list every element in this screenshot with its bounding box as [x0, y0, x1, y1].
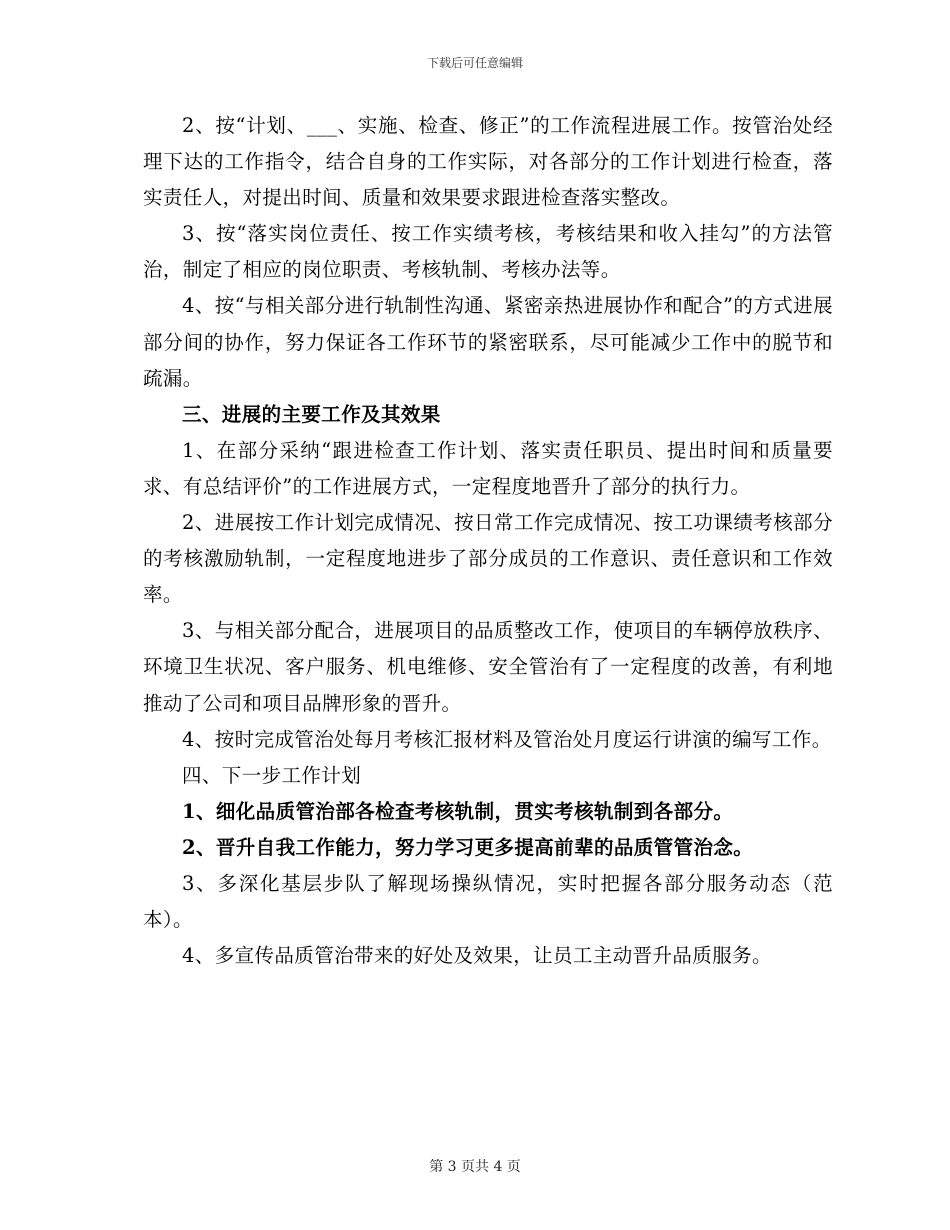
page-header: 下载后可任意编辑: [426, 56, 523, 70]
section-heading-next-plan: 四、下一步工作计划: [182, 763, 362, 787]
paragraph-work-process: 2、按“计划、___、实施、检查、修正”的工作流程进展工作。按管治处经理下达的工作指令，结合自身的工作实际，对各部分的工作计划进行检查，落实责任人，对提出时间、质量和效果要求跟进检查落实整改。: [143, 114, 833, 210]
paragraph-collaboration: 4、按“与相关部分进行轨制性沟通、紧密亲热进展协作和配合”的方式进展部分间的协作，努力保证各工作环节的紧密联系，尽可能减少工作中的脱节和疏漏。: [143, 294, 833, 390]
section-heading-main-work: 三、进展的主要工作及其效果: [182, 402, 441, 426]
paragraph-plan-4: 4、多宣传品质管治带来的好处及效果，让员工主动晋升品质服务。: [182, 944, 772, 968]
page-footer: 第 3 页共 4 页: [429, 1159, 521, 1175]
paragraph-plan-1: 1、细化品质管治部各检查考核轨制，贯实考核轨制到各部分。: [182, 799, 734, 823]
paragraph-plan-2: 2、晋升自我工作能力，努力学习更多提高前辈的品质管管治念。: [182, 835, 754, 859]
paragraph-plan-3: 3、多深化基层步队了解现场操纵情况，实时把握各部分服务动态（范本）。: [143, 871, 833, 932]
paragraph-incentive: 2、进展按工作计划完成情况、按日常工作完成情况、按工功课绩考核部分的考核激励轨制，一定程度地进步了部分成员的工作意识、责任意识和工作效率。: [143, 511, 833, 607]
paragraph-monthly-report: 4、按时完成管治处每月考核汇报材料及管治处月度运行讲演的编写工作。: [182, 727, 832, 751]
paragraph-quality-rectification: 3、与相关部分配合，进展项目的品质整改工作，使项目的车辆停放秩序、环境卫生状况、客户服务、机电维修、安全管治有了一定程度的改善，有利地推动了公司和项目品牌形象的晋升。: [143, 619, 833, 715]
paragraph-management-method: 3、按“落实岗位责任、按工作实绩考核，考核结果和收入挂勾”的方法管治，制定了相应的岗位职责、考核轨制、考核办法等。: [143, 222, 833, 282]
document-body: [143, 108, 833, 974]
paragraph-execution: 1、在部分采纳“跟进检查工作计划、落实责任职员、提出时间和质量要求、有总结评价”的工作进展方式，一定程度地晋升了部分的执行力。: [143, 438, 833, 498]
